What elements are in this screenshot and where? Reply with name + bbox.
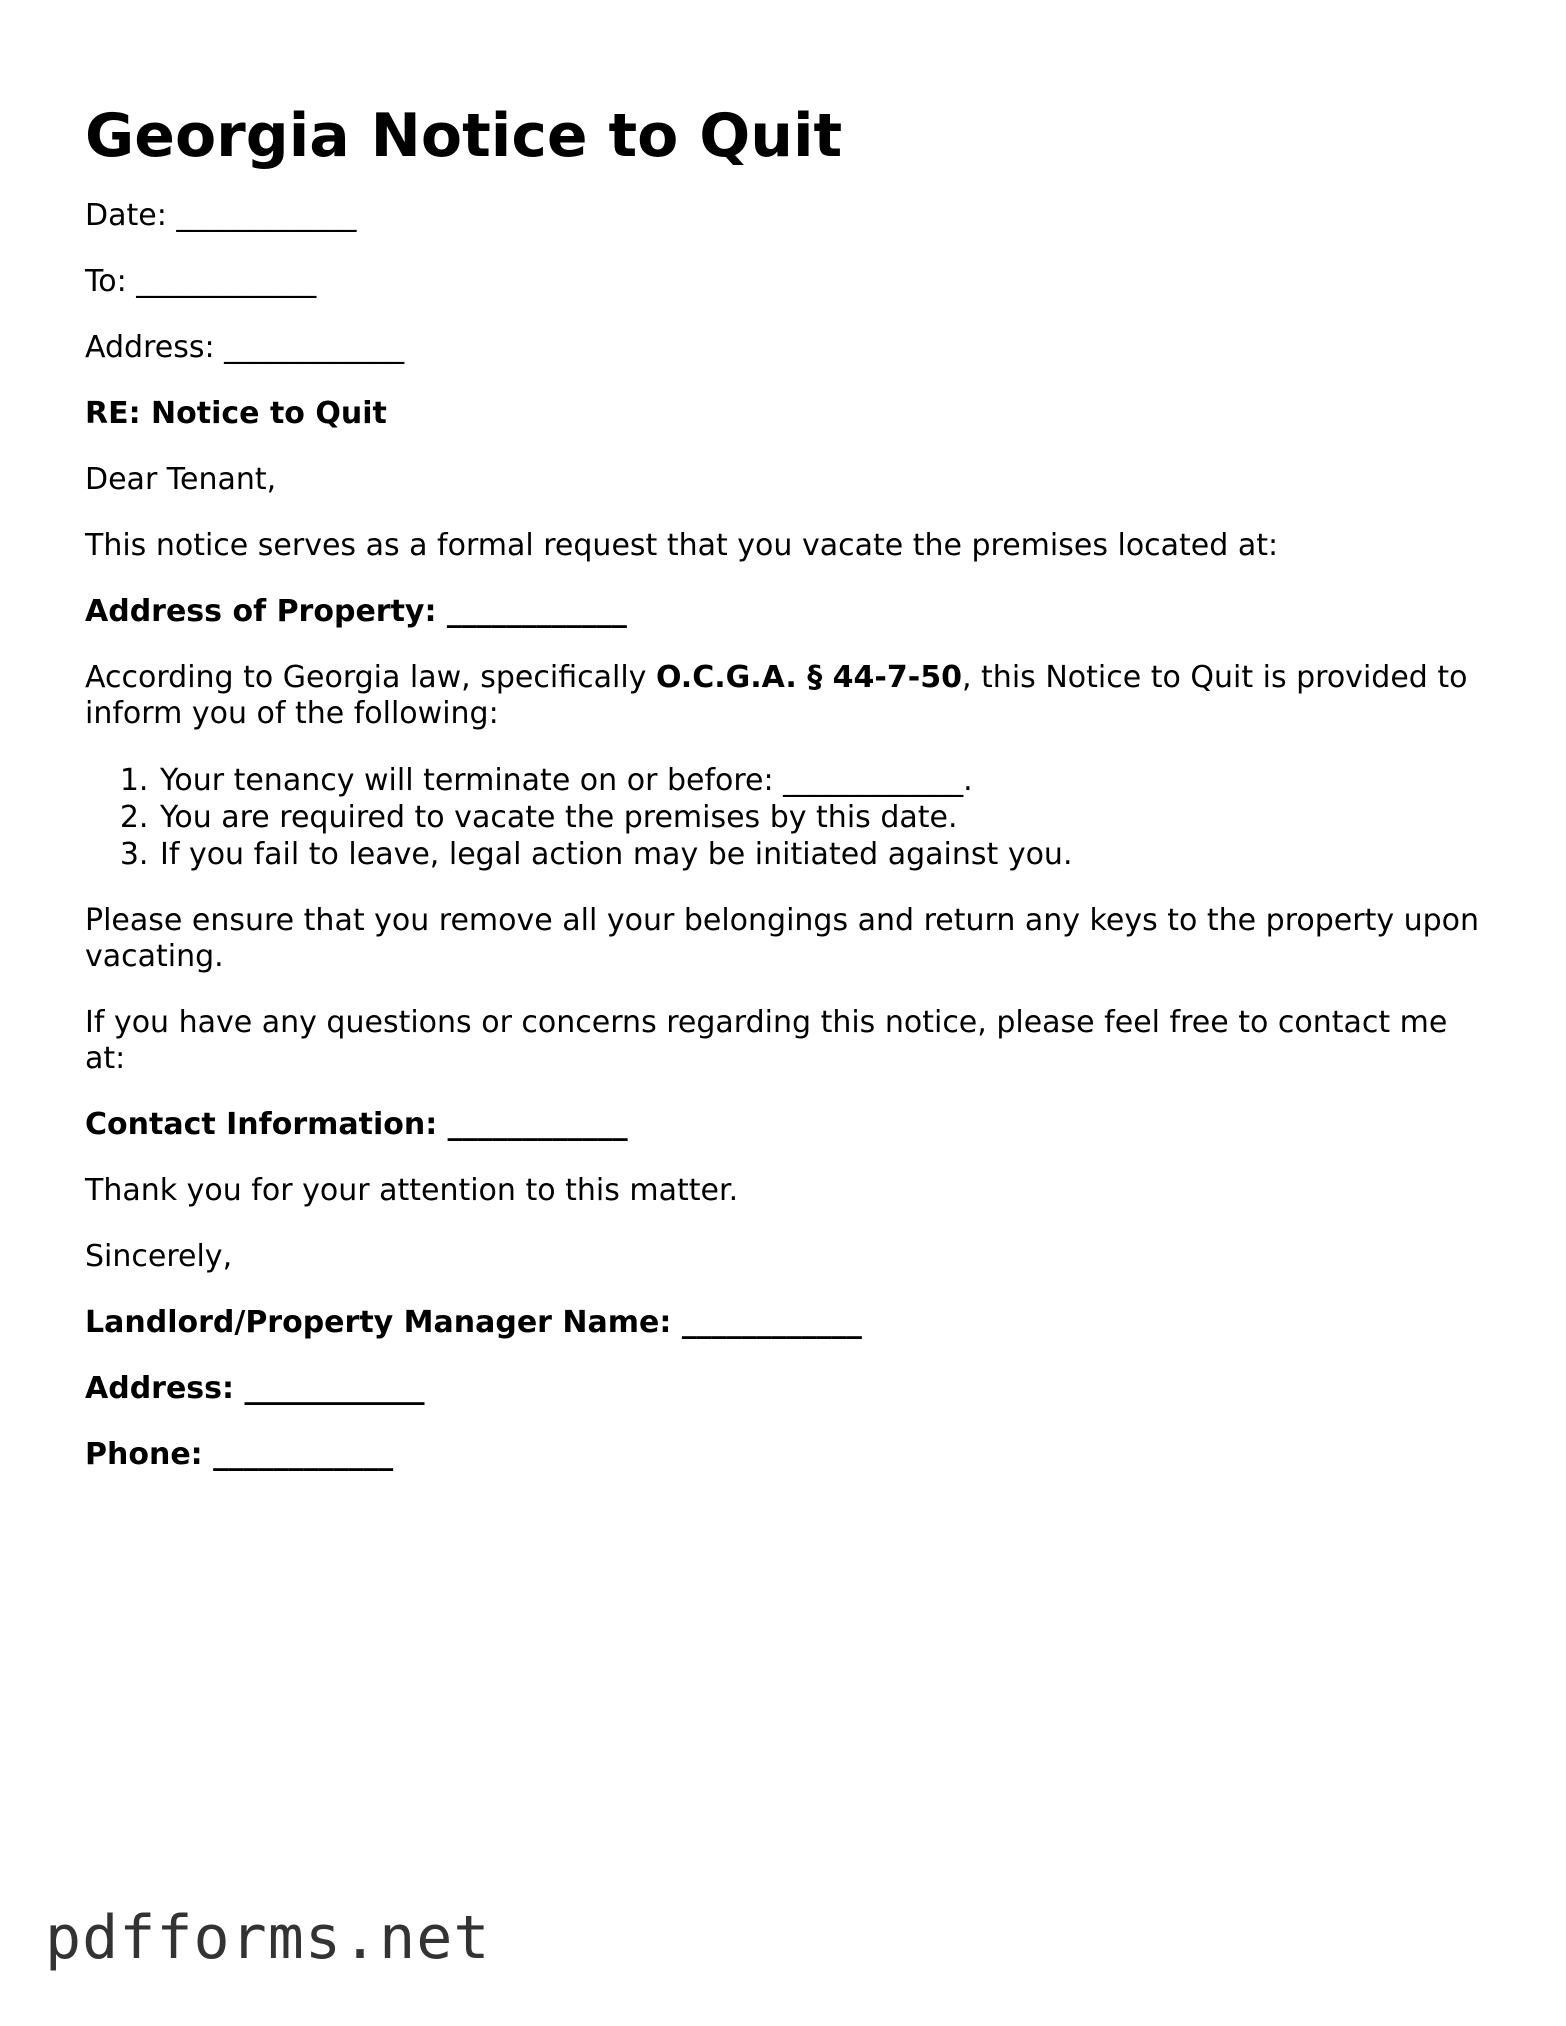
- salutation: Dear Tenant,: [85, 462, 277, 497]
- phone-blank: ____________: [202, 1437, 394, 1472]
- list-item: 2. You are required to vacate the premises by this date.: [158, 799, 1485, 836]
- landlord-address-line: [85, 1371, 1485, 1407]
- contact-label: Contact Information:: [85, 1107, 438, 1142]
- law-citation: O.C.G.A. § 44-7-50: [655, 660, 962, 695]
- law-paragraph: [85, 660, 1485, 732]
- re-line: RE: Notice to Quit: [85, 396, 387, 431]
- landlord-address-label: Address:: [85, 1371, 235, 1406]
- document-title: Georgia Notice to Quit: [85, 101, 843, 171]
- landlord-name-blank: ____________: [671, 1305, 862, 1340]
- belongings-paragraph: Please ensure that you remove all your belongings and return any keys to the property upon vacating.: [85, 903, 1480, 974]
- to-line: To: ____________: [85, 264, 317, 299]
- document-page: [85, 100, 1485, 1503]
- list-item: 1. Your tenancy will terminate on or before: ____________.: [158, 762, 1485, 799]
- questions-paragraph: If you have any questions or concerns regarding this notice, please feel free to contact me at:: [85, 1005, 1448, 1076]
- law-text-after: , this Notice to Quit is provided to inform you of the following:: [85, 660, 1468, 731]
- landlord-name-line: [85, 1305, 1485, 1341]
- landlord-name-label: Landlord/Property Manager Name:: [85, 1305, 672, 1340]
- property-address-line: [85, 594, 1485, 630]
- contact-line: [85, 1107, 1485, 1143]
- closing-line: Sincerely,: [85, 1239, 233, 1274]
- thanks-line: Thank you for your attention to this matter.: [85, 1173, 739, 1208]
- landlord-address-blank: ____________: [234, 1371, 425, 1406]
- date-line: Date: ____________: [85, 198, 357, 233]
- terms-list: [85, 762, 1485, 873]
- property-address-label: Address of Property:: [85, 594, 437, 629]
- contact-blank: ____________: [437, 1107, 628, 1142]
- address-line: Address: ____________: [85, 330, 405, 365]
- phone-line: [85, 1437, 1485, 1473]
- watermark-logo: pdfforms.net: [45, 1903, 491, 1973]
- property-address-blank: ____________: [436, 594, 627, 629]
- intro-paragraph: This notice serves as a formal request that you vacate the premises located at:: [85, 528, 1279, 563]
- phone-label: Phone:: [85, 1437, 203, 1472]
- law-text-before: According to Georgia law, specifically: [85, 660, 656, 695]
- list-item: 3. If you fail to leave, legal action may be initiated against you.: [158, 836, 1485, 873]
